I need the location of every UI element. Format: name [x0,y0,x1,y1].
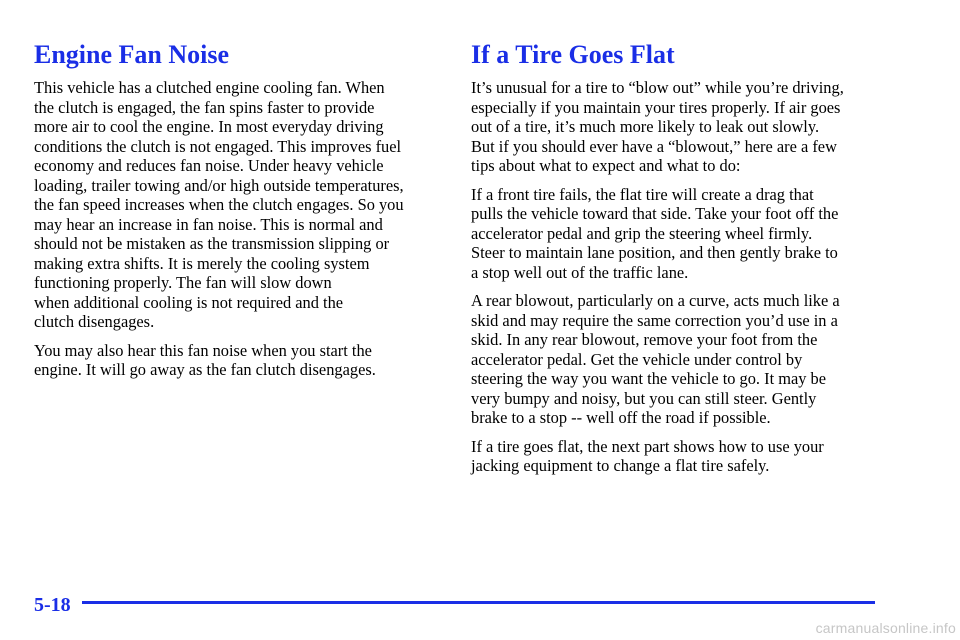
text-line: clutch disengages. [34,312,155,331]
text-line: when additional cooling is not required and the [34,292,344,312]
text-line: But if you should ever have a “blowout,” here are a few [471,136,837,156]
text-line: skid and may require the same correction you’d use in a [471,310,838,330]
text-line: pulls the vehicle toward that side. Take your foot off the [471,204,839,223]
text-line: accelerator pedal. Get the vehicle under control by [471,349,803,369]
footer-divider [82,601,875,604]
text-line: out of a tire, it’s much more likely to leak out slowly. [471,117,820,136]
section-heading-engine-fan-noise: Engine Fan Noise [34,40,230,69]
text-line: If a tire goes flat, the next part shows how to use your [471,436,824,456]
text-line: loading, trailer towing and/or high outside temperatures, [34,175,404,195]
text-line: A rear blowout, particularly on a curve, acts much like a [471,291,840,310]
text-line: may hear an increase in fan noise. This is normal and [34,214,383,234]
text-line: Steer to maintain lane position, and then gently brake to [471,243,838,262]
watermark-text: carmanualsonline.info [815,620,956,636]
text-line: steering the way you want the vehicle to go. It may be [471,369,827,388]
paragraph-fan-noise-start [34,341,444,380]
text-line: especially if you maintain your tires properly. If air goes [471,97,841,117]
paragraph-rear-blowout [471,291,883,428]
paragraph-fan-clutch [34,78,444,332]
text-line: tips about what to expect and what to do: [471,156,741,175]
text-line: the clutch is engaged, the fan spins faster to provide [34,97,375,117]
section-heading-tire-goes-flat: If a Tire Goes Flat [471,40,675,69]
paragraph-jacking-reference [471,437,883,476]
text-line: economy and reduces fan noise. Under heavy vehicle [34,156,384,175]
text-line: should not be mistaken as the transmission slipping or [34,234,390,253]
paragraph-front-tire [471,185,883,283]
right-column [471,40,883,485]
text-line: the fan speed increases when the clutch engages. So you [34,195,404,214]
text-line: skid. In any rear blowout, remove your foot from the [471,330,818,349]
text-line: a stop well out of the traffic lane. [471,262,689,282]
text-line: jacking equipment to change a flat tire safely. [471,456,770,475]
text-line: more air to cool the engine. In most everyday driving [34,117,384,136]
text-line: accelerator pedal and grip the steering wheel firmly. [471,223,813,243]
text-line: engine. It will go away as the fan clutch disengages. [34,360,376,379]
text-line: If a front tire fails, the flat tire will create a drag that [471,184,814,204]
text-line: making extra shifts. It is merely the cooling system [34,253,370,273]
paragraph-blowout-intro [471,78,883,176]
text-line: This vehicle has a clutched engine cooling fan. When [34,78,385,97]
text-line: very bumpy and noisy, but you can still steer. Gently [471,388,817,408]
text-line: It’s unusual for a tire to “blow out” while you’re driving, [471,78,844,97]
text-line: You may also hear this fan noise when you start the [34,340,372,360]
left-column [34,40,444,389]
text-line: brake to a stop -- well off the road if possible. [471,408,771,427]
page-number: 5-18 [34,594,71,616]
text-line: conditions the clutch is not engaged. This improves fuel [34,136,402,156]
text-line: functioning properly. The fan will slow down [34,273,332,292]
